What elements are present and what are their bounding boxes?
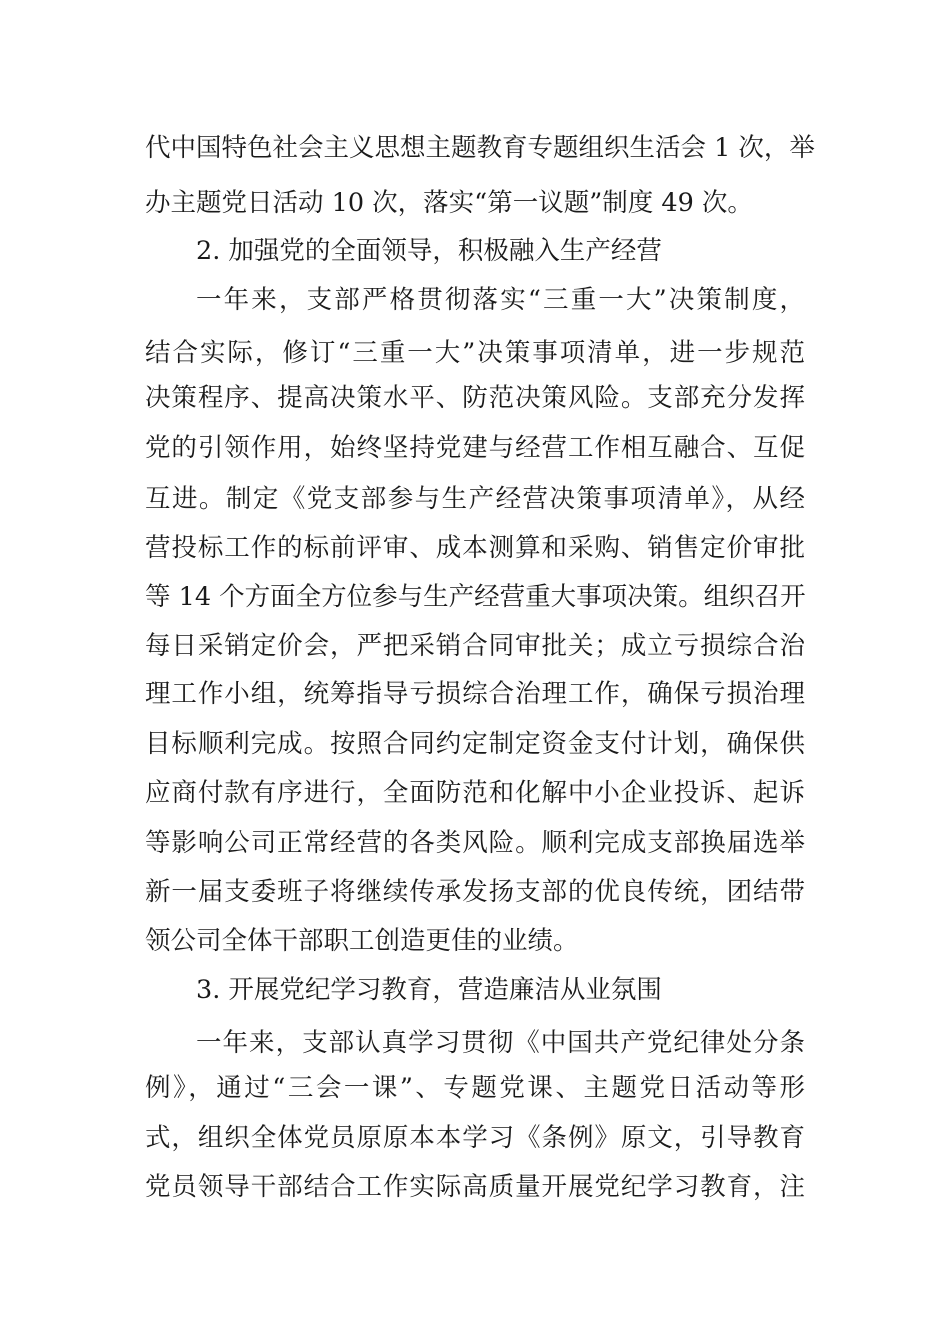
body-text-line: 决策程序、提高决策水平、防范决策风险。支部充分发挥 <box>145 383 805 413</box>
body-text-line: 营投标工作的标前评审、成本测算和采购、销售定价审批 <box>145 533 805 563</box>
body-text-line: 办主题党日活动 10 次，落实“第一议题”制度 49 次。 <box>145 188 753 218</box>
body-text-line: 式，组织全体党员原原本本学习《条例》原文，引导教育 <box>145 1123 805 1153</box>
body-text-line: 每日采销定价会，严把采销合同审批关；成立亏损综合治 <box>145 631 805 661</box>
body-text-line: 目标顺利完成。按照合同约定制定资金支付计划，确保供 <box>145 729 805 759</box>
body-text-line: 理工作小组，统筹指导亏损综合治理工作，确保亏损治理 <box>145 679 805 709</box>
body-text-line: 一年来，支部严格贯彻落实“三重一大”决策制度， <box>196 285 805 315</box>
body-text-line: 应商付款有序进行，全面防范和化解中小企业投诉、起诉 <box>145 778 805 808</box>
body-text-line: 党的引领作用，始终坚持党建与经营工作相互融合、互促 <box>145 433 805 463</box>
body-text-line: 互进。制定《党支部参与生产经营决策事项清单》，从经 <box>145 484 805 514</box>
body-text-line: 领公司全体干部职工创造更佳的业绩。 <box>145 926 579 956</box>
body-text-line: 等 14 个方面全方位参与生产经营重大事项决策。组织召开 <box>145 582 806 612</box>
section-heading-3: 3. 开展党纪学习教育，营造廉洁从业氛围 <box>196 975 662 1005</box>
body-text-line: 党员领导干部结合工作实际高质量开展党纪学习教育，注 <box>145 1172 805 1202</box>
body-text-line: 结合实际，修订“三重一大”决策事项清单，进一步规范 <box>145 338 805 368</box>
body-text-line: 例》，通过“三会一课”、专题党课、主题党日活动等形 <box>145 1073 805 1103</box>
body-text-line: 等影响公司正常经营的各类风险。顺利完成支部换届选举 <box>145 828 805 858</box>
body-text-line: 代中国特色社会主义思想主题教育专题组织生活会 1 次，举 <box>145 133 815 163</box>
section-heading-2: 2. 加强党的全面领导，积极融入生产经营 <box>196 236 662 266</box>
body-text-line: 一年来，支部认真学习贯彻《中国共产党纪律处分条 <box>196 1028 805 1058</box>
body-text-line: 新一届支委班子将继续传承发扬支部的优良传统，团结带 <box>145 877 805 907</box>
